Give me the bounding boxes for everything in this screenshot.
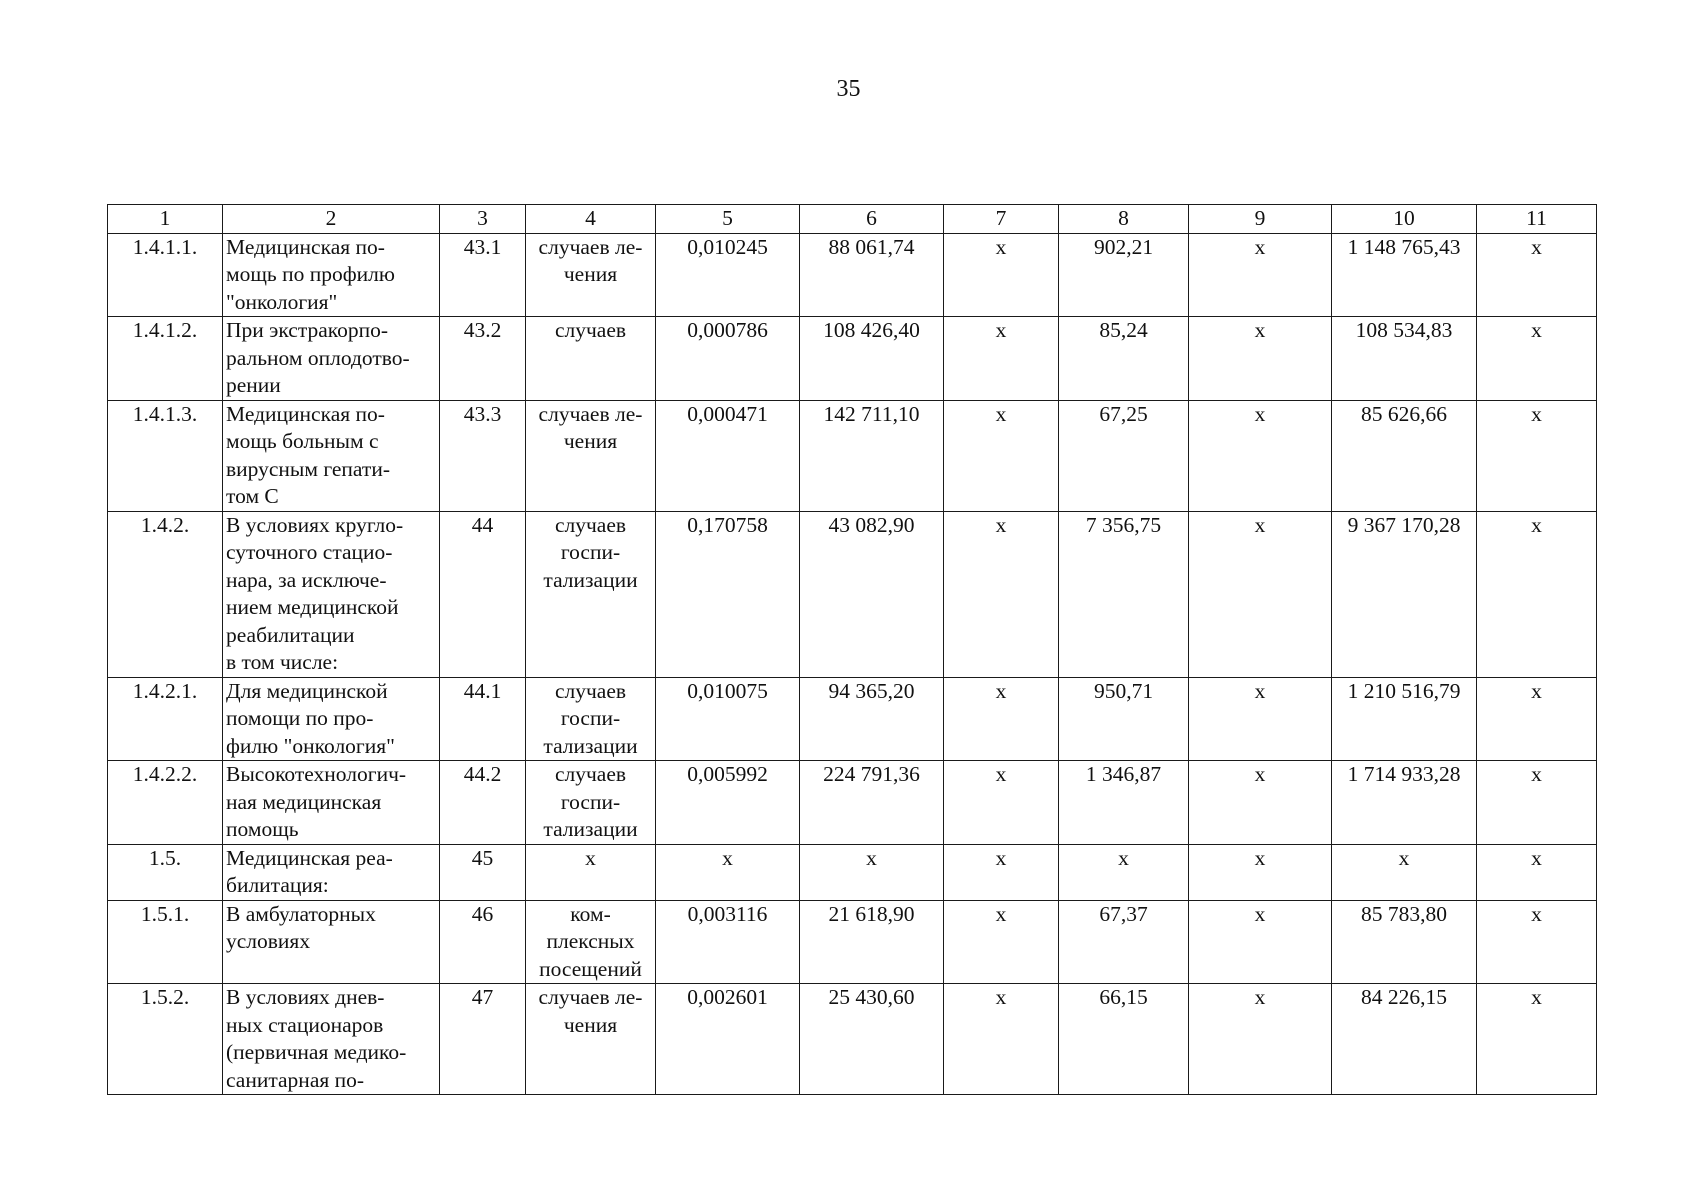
- row-col8: 67,37: [1059, 900, 1189, 984]
- row-unit-line: случаев: [554, 678, 627, 703]
- row-col7: х: [944, 844, 1059, 900]
- row-unit: [526, 761, 656, 845]
- table-row: [108, 317, 1597, 401]
- row-cost-value: 142 711,10: [800, 400, 944, 511]
- row-line-number: 44.1: [440, 677, 526, 761]
- row-name: [223, 233, 440, 317]
- row-unit-line: чения: [563, 429, 618, 453]
- row-name-line: суточного стацио-: [226, 540, 393, 564]
- header-row: [108, 205, 1597, 234]
- row-col11: х: [1477, 317, 1597, 401]
- row-name-line: в том числе:: [226, 650, 339, 674]
- row-col8: 902,21: [1059, 233, 1189, 317]
- row-unit-line: госпи-: [560, 706, 621, 730]
- table-row: [108, 844, 1597, 900]
- table-header: [108, 205, 1597, 234]
- row-norm-value: 0,010245: [656, 233, 800, 317]
- row-unit-line: случаев: [554, 512, 627, 537]
- row-name-line: В условиях кругло-: [226, 512, 404, 537]
- table-row: [108, 511, 1597, 677]
- row-name-line: Медицинская по-: [226, 234, 385, 259]
- row-norm-value: 0,005992: [656, 761, 800, 845]
- row-name-line: помощи по про-: [226, 706, 374, 730]
- table-row: [108, 761, 1597, 845]
- row-col11: х: [1477, 844, 1597, 900]
- row-line-number: 44: [440, 511, 526, 677]
- row-name-line: помощь: [226, 817, 299, 841]
- row-col11: х: [1477, 400, 1597, 511]
- row-line-number: 43.1: [440, 233, 526, 317]
- row-unit-line: случаев ле-: [538, 985, 643, 1009]
- row-col7: х: [944, 677, 1059, 761]
- row-col11: х: [1477, 233, 1597, 317]
- row-unit: [526, 900, 656, 984]
- row-name: [223, 677, 440, 761]
- row-col11: х: [1477, 761, 1597, 845]
- row-norm-value: 0,000786: [656, 317, 800, 401]
- row-name-line: рении: [226, 373, 281, 397]
- row-col8: 7 356,75: [1059, 511, 1189, 677]
- row-cost-value: 94 365,20: [800, 677, 944, 761]
- row-code: 1.4.1.3.: [108, 400, 223, 511]
- table-body: [108, 233, 1597, 1095]
- row-col8: 1 346,87: [1059, 761, 1189, 845]
- row-name-line: ных стационаров: [226, 1012, 384, 1037]
- row-code: 1.4.2.2.: [108, 761, 223, 845]
- row-unit-line: посещений: [539, 956, 642, 981]
- row-unit-line: чения: [563, 262, 618, 286]
- column-header-5: 5: [656, 205, 800, 234]
- row-col7: х: [944, 400, 1059, 511]
- row-cost-value: 108 426,40: [800, 317, 944, 401]
- row-col10: 85 783,80: [1332, 900, 1477, 984]
- row-name: [223, 317, 440, 401]
- row-line-number: 44.2: [440, 761, 526, 845]
- row-col7: х: [944, 511, 1059, 677]
- column-header-9: 9: [1189, 205, 1332, 234]
- row-name-line: нием медицинской: [226, 595, 399, 619]
- column-header-1: 1: [108, 205, 223, 234]
- row-line-number: 43.3: [440, 400, 526, 511]
- row-cost-value: 224 791,36: [800, 761, 944, 845]
- row-cost-value: 88 061,74: [800, 233, 944, 317]
- row-name-line: В амбулаторных: [226, 901, 376, 926]
- row-code: 1.4.1.1.: [108, 233, 223, 317]
- column-header-3: 3: [440, 205, 526, 234]
- row-unit: [526, 677, 656, 761]
- row-col10: 1 210 516,79: [1332, 677, 1477, 761]
- row-line-number: 47: [440, 984, 526, 1095]
- row-unit-line: случаев ле-: [538, 234, 643, 259]
- row-name-line: Высокотехнологич-: [226, 762, 407, 786]
- table-row: [108, 233, 1597, 317]
- row-col8: 950,71: [1059, 677, 1189, 761]
- row-name: [223, 400, 440, 511]
- row-col9: х: [1189, 677, 1332, 761]
- column-header-2: 2: [223, 205, 440, 234]
- row-unit-line: ком-: [570, 901, 611, 926]
- row-name-line: условиях: [226, 929, 311, 953]
- row-col7: х: [944, 761, 1059, 845]
- row-unit-line: случаев ле-: [538, 401, 643, 426]
- row-unit: [526, 317, 656, 401]
- row-col7: х: [944, 900, 1059, 984]
- row-unit: [526, 844, 656, 900]
- row-col9: х: [1189, 984, 1332, 1095]
- row-unit-line: тализации: [543, 817, 638, 841]
- row-norm-value: х: [656, 844, 800, 900]
- column-header-8: 8: [1059, 205, 1189, 234]
- row-col10: 1 148 765,43: [1332, 233, 1477, 317]
- row-cost-value: 43 082,90: [800, 511, 944, 677]
- row-name-line: билитация:: [226, 873, 329, 897]
- row-col9: х: [1189, 400, 1332, 511]
- row-code: 1.4.2.1.: [108, 677, 223, 761]
- row-name-line: филю "онкология": [226, 733, 395, 758]
- row-unit: [526, 400, 656, 511]
- row-code: 1.4.1.2.: [108, 317, 223, 401]
- row-col8: х: [1059, 844, 1189, 900]
- row-name-line: вирусным гепати-: [226, 456, 390, 481]
- row-name-line: мощь по профилю: [226, 262, 395, 286]
- row-unit: [526, 511, 656, 677]
- row-col7: х: [944, 317, 1059, 401]
- data-table: [107, 204, 1597, 1095]
- table-row: [108, 677, 1597, 761]
- row-name-line: ральном оплодотво-: [226, 345, 410, 370]
- row-code: 1.4.2.: [108, 511, 223, 677]
- row-col10: 84 226,15: [1332, 984, 1477, 1095]
- row-col10: 85 626,66: [1332, 400, 1477, 511]
- row-line-number: 43.2: [440, 317, 526, 401]
- row-unit-line: случаев: [554, 318, 627, 342]
- row-col9: х: [1189, 233, 1332, 317]
- row-col11: х: [1477, 511, 1597, 677]
- page-number: 35: [836, 76, 861, 102]
- row-col10: х: [1332, 844, 1477, 900]
- row-line-number: 46: [440, 900, 526, 984]
- row-cost-value: 21 618,90: [800, 900, 944, 984]
- row-name-line: ная медицинская: [226, 789, 382, 814]
- row-col9: х: [1189, 844, 1332, 900]
- table-row: [108, 400, 1597, 511]
- column-header-11: 11: [1477, 205, 1597, 234]
- column-header-6: 6: [800, 205, 944, 234]
- row-col10: 9 367 170,28: [1332, 511, 1477, 677]
- row-col10: 1 714 933,28: [1332, 761, 1477, 845]
- row-name-line: При экстракорпо-: [226, 318, 389, 342]
- row-col7: х: [944, 233, 1059, 317]
- row-name-line: (первичная медико-: [226, 1040, 407, 1064]
- row-col9: х: [1189, 761, 1332, 845]
- row-unit: [526, 984, 656, 1095]
- row-name-line: санитарная по-: [226, 1067, 365, 1092]
- row-col7: х: [944, 984, 1059, 1095]
- row-unit-line: чения: [563, 1012, 618, 1037]
- table-row: [108, 900, 1597, 984]
- row-col10: 108 534,83: [1332, 317, 1477, 401]
- row-code: 1.5.: [108, 844, 223, 900]
- row-name: [223, 511, 440, 677]
- column-header-7: 7: [944, 205, 1059, 234]
- row-unit-line: госпи-: [560, 789, 621, 814]
- row-col9: х: [1189, 900, 1332, 984]
- row-col11: х: [1477, 677, 1597, 761]
- row-name-line: мощь больным с: [226, 429, 379, 453]
- row-unit-line: случаев: [554, 762, 627, 786]
- row-col9: х: [1189, 511, 1332, 677]
- row-name: [223, 761, 440, 845]
- column-header-10: 10: [1332, 205, 1477, 234]
- row-unit-line: тализации: [543, 567, 638, 592]
- row-cost-value: х: [800, 844, 944, 900]
- row-name: [223, 844, 440, 900]
- row-name: [223, 900, 440, 984]
- row-norm-value: 0,003116: [656, 900, 800, 984]
- row-col11: х: [1477, 900, 1597, 984]
- row-code: 1.5.1.: [108, 900, 223, 984]
- row-norm-value: 0,002601: [656, 984, 800, 1095]
- row-name-line: Для медицинской: [226, 678, 388, 703]
- row-col8: 67,25: [1059, 400, 1189, 511]
- row-col9: х: [1189, 317, 1332, 401]
- row-name-line: реабилитации: [226, 622, 355, 647]
- row-col11: х: [1477, 984, 1597, 1095]
- row-col8: 66,15: [1059, 984, 1189, 1095]
- row-name-line: Медицинская по-: [226, 401, 385, 426]
- row-name-line: В условиях днев-: [226, 985, 385, 1009]
- row-unit-line: х: [585, 845, 596, 870]
- row-unit-line: тализации: [543, 733, 638, 758]
- table-row: [108, 984, 1597, 1095]
- row-norm-value: 0,000471: [656, 400, 800, 511]
- column-header-4: 4: [526, 205, 656, 234]
- row-name: [223, 984, 440, 1095]
- row-name-line: том С: [226, 484, 279, 508]
- row-norm-value: 0,170758: [656, 511, 800, 677]
- row-line-number: 45: [440, 844, 526, 900]
- row-cost-value: 25 430,60: [800, 984, 944, 1095]
- row-unit-line: госпи-: [560, 540, 621, 564]
- row-norm-value: 0,010075: [656, 677, 800, 761]
- row-col8: 85,24: [1059, 317, 1189, 401]
- row-unit-line: плексных: [546, 929, 635, 953]
- row-unit: [526, 233, 656, 317]
- row-name-line: нара, за исключе-: [226, 567, 387, 592]
- row-name-line: "онкология": [226, 289, 338, 314]
- row-name-line: Медицинская реа-: [226, 845, 393, 870]
- row-code: 1.5.2.: [108, 984, 223, 1095]
